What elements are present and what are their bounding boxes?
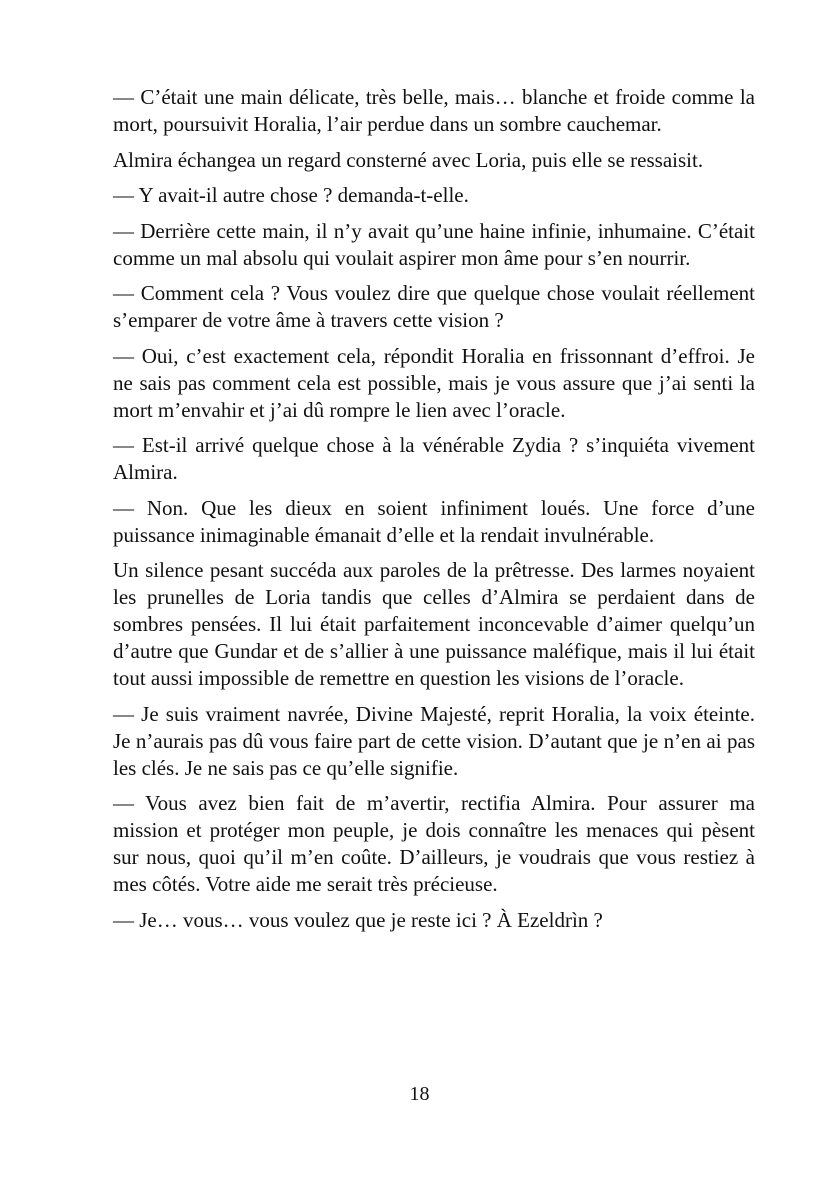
paragraph: Un silence pesant succéda aux paroles de la prêtresse. Des larmes noyaient les prunelles de Loria tandis que celles d’Almira se perdaient dans de sombres pensées. Il lui était parfaitement inconcevable d’aimer quelqu’un d’autre que Gundar et de s’allier à une puissance maléfique, mais il lui était tout aussi impossible de remettre en question les visions de l’oracle. (113, 558, 755, 690)
paragraph: — Je suis vraiment navrée, Divine Majesté, reprit Horalia, la voix éteinte. Je n’aurais pas dû vous faire part de cette vision. D’autant que je n’en ai pas les clés. Je ne sais pas ce qu’elle signifie. (113, 701, 755, 780)
paragraph: — Comment cela ? Vous voulez dire que quelque chose voulait réellement s’emparer de votre âme à travers cette vision ? (113, 281, 755, 332)
page-number: 18 (409, 1083, 430, 1105)
paragraph: — Est-il arrivé quelque chose à la vénérable Zydia ? s’inquiéta vivement Almira. (113, 433, 755, 484)
paragraph: — Je… vous… vous voulez que je reste ici ? À Ezeldrìn ? (113, 907, 603, 932)
paragraph: — C’était une main délicate, très belle, mais… blanche et froide comme la mort, poursuivit Horalia, l’air perdue dans un sombre cauchemar. (113, 85, 755, 136)
paragraph: — Non. Que les dieux en soient infiniment loués. Une force d’une puissance inimaginable émanait d’elle et la rendait invulnérable. (113, 495, 755, 547)
paragraph: — Vous avez bien fait de m’avertir, rectifia Almira. Pour assurer ma mission et protéger mon peuple, je dois connaître les menaces qui pèsent sur nous, quoi qu’il m’en coûte. D’ailleurs, je voudrais que vous restiez à mes côtés. Votre aide me serait très précieuse. (113, 791, 755, 896)
paragraph: — Y avait-il autre chose ? demanda-t-elle. (113, 183, 469, 207)
page-body-text (113, 84, 755, 942)
paragraph: — Oui, c’est exactement cela, répondit Horalia en frissonnant d’effroi. Je ne sais pas comment cela est possible, mais je vous assure que j’ai senti la mort m’envahir et j’ai dû rompre le lien avec l’oracle. (113, 343, 755, 422)
paragraph: Almira échangea un regard consterné avec Loria, puis elle se ressaisit. (113, 147, 704, 172)
paragraph: — Derrière cette main, il n’y avait qu’une haine infinie, inhumaine. C’était comme un mal absolu qui voulait aspirer mon âme pour s’en nourrir. (113, 218, 755, 270)
